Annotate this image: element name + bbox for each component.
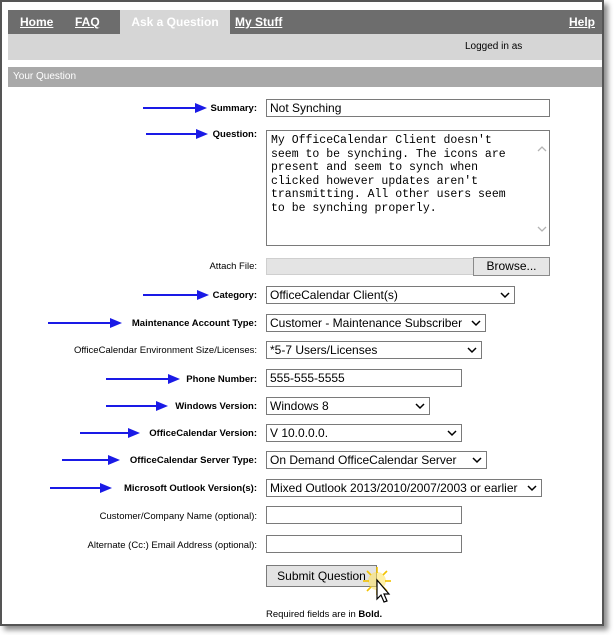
outlook-version-label: Microsoft Outlook Version(s): <box>123 483 257 494</box>
officecalendar-version-select[interactable] <box>266 424 462 442</box>
nav-home-link[interactable]: Home <box>20 15 54 29</box>
officecalendar-version-label: OfficeCalendar Version: <box>149 428 257 439</box>
required-note-text: Required fields are in <box>266 609 356 620</box>
chevron-down-icon <box>471 452 483 468</box>
nav-help-link[interactable]: Help <box>569 15 596 29</box>
maintenance-account-label: Maintenance Account Type: <box>131 318 257 329</box>
logged-in-text: Logged in as <box>465 41 523 52</box>
question-text: My OfficeCalendar Client doesn't seem to be synching. The icons are present and seem to synch when clicked however updates aren't transmitting. All other users seem to be synching properly. <box>271 134 506 215</box>
arrow-icon <box>106 374 180 384</box>
arrow-icon <box>106 401 168 411</box>
chevron-down-icon <box>526 480 538 496</box>
submit-question-button[interactable]: Submit Question <box>266 565 377 587</box>
windows-version-value: Windows 8 <box>270 399 329 413</box>
arrow-icon <box>143 103 207 113</box>
phone-input[interactable]: 555-555-5555 <box>266 369 462 387</box>
arrow-icon <box>80 428 140 438</box>
attach-file-label: Attach File: <box>209 261 257 272</box>
nav-faq-link[interactable]: FAQ <box>75 15 100 29</box>
scrollbar[interactable] <box>537 145 547 235</box>
phone-label: Phone Number: <box>186 374 257 385</box>
arrow-icon <box>48 318 122 328</box>
company-name-label: Customer/Company Name (optional): <box>99 511 257 522</box>
browse-button[interactable]: Browse... <box>473 257 550 276</box>
environment-size-label: OfficeCalendar Environment Size/Licenses: <box>73 345 257 356</box>
arrow-icon <box>62 455 120 465</box>
cc-email-label: Alternate (Cc:) Email Address (optional): <box>87 540 257 551</box>
summary-label: Summary: <box>210 103 257 114</box>
server-type-label: OfficeCalendar Server Type: <box>129 455 257 466</box>
cc-email-input[interactable] <box>266 535 462 553</box>
maintenance-account-select[interactable] <box>266 314 486 332</box>
chevron-down-icon <box>470 315 482 331</box>
windows-version-label: Windows Version: <box>175 401 257 412</box>
tab-ask-a-question[interactable]: Ask a Question <box>120 10 230 36</box>
server-type-select[interactable] <box>266 451 487 469</box>
chevron-down-icon <box>466 342 478 358</box>
arrow-icon <box>143 290 209 300</box>
arrow-icon <box>50 483 112 493</box>
section-title: Your Question <box>8 67 602 87</box>
server-type-value: On Demand OfficeCalendar Server <box>270 453 457 467</box>
category-label: Category: <box>212 290 257 301</box>
arrow-icon <box>146 129 208 139</box>
question-textarea[interactable] <box>266 130 550 246</box>
summary-input[interactable]: Not Synching <box>266 99 550 117</box>
required-note-bold: Bold. <box>358 609 383 620</box>
nav-my-stuff-link[interactable]: My Stuff <box>235 15 283 29</box>
outlook-version-select[interactable] <box>266 479 542 497</box>
outlook-version-value: Mixed Outlook 2013/2010/2007/2003 or earlier <box>270 481 518 495</box>
top-nav <box>8 10 602 34</box>
attach-file-field[interactable] <box>266 258 474 275</box>
chevron-down-icon <box>499 287 511 303</box>
windows-version-select[interactable] <box>266 397 430 415</box>
maintenance-account-value: Customer - Maintenance Subscriber <box>270 316 463 330</box>
category-value: OfficeCalendar Client(s) <box>270 288 398 302</box>
chevron-down-icon <box>414 398 426 414</box>
required-note <box>266 609 382 620</box>
officecalendar-version-value: V 10.0.0.0. <box>270 426 329 440</box>
environment-size-value: *5-7 Users/Licenses <box>270 343 378 357</box>
category-select[interactable] <box>266 286 515 304</box>
question-label: Question: <box>212 129 257 140</box>
environment-size-select[interactable] <box>266 341 482 359</box>
company-name-input[interactable] <box>266 506 462 524</box>
cursor-icon <box>360 566 396 604</box>
chevron-down-icon <box>446 425 458 441</box>
